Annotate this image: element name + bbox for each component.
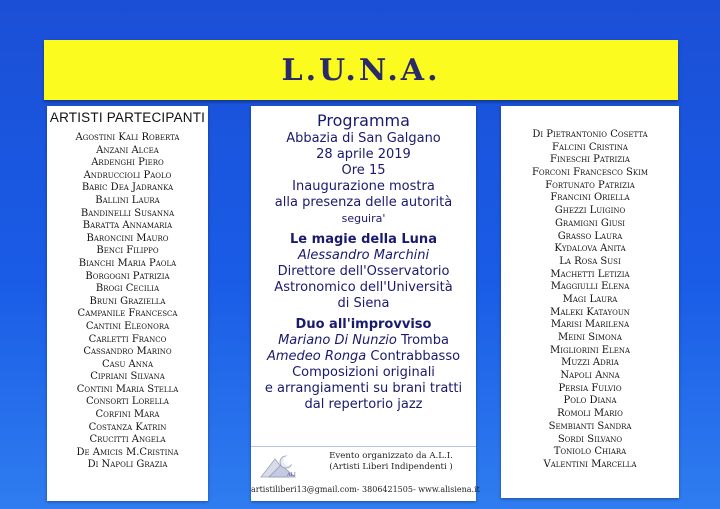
artist-name: Ballini Laura bbox=[95, 194, 160, 206]
program-inauguration-2: alla presenza delle autorità bbox=[274, 195, 453, 210]
artist-name: Muzzi Adria bbox=[561, 357, 619, 369]
artist-name: Migliorini Elena bbox=[549, 344, 631, 356]
artist-name: Corfini Mara bbox=[95, 409, 160, 421]
artist-name: Fortunato Patrizia bbox=[545, 179, 635, 191]
organizer-text bbox=[311, 451, 471, 473]
artist-name: Casu Anna bbox=[101, 358, 154, 370]
banner-title: L.U.N.A. bbox=[281, 52, 441, 88]
program-panel bbox=[251, 106, 480, 501]
description-2: e arrangiamenti su brani tratti bbox=[264, 381, 463, 396]
artist-name: Meini Simona bbox=[558, 332, 622, 343]
organizer-line-2: (Artisti Liberi Indipendenti ) bbox=[329, 462, 453, 472]
program-seguira: seguira' bbox=[341, 212, 386, 225]
artist-name: Maleki Katayoun bbox=[550, 306, 630, 318]
program-venue: Abbazia di San Galgano bbox=[286, 131, 441, 146]
title-banner bbox=[44, 40, 678, 100]
artist-name: Crucitti Angela bbox=[89, 434, 166, 446]
duo-title: Duo all'improvviso bbox=[295, 317, 432, 332]
artist-name: Sembianti Sandra bbox=[548, 420, 632, 432]
svg-text:ALI: ALI bbox=[287, 472, 296, 478]
artist-name: Anzani Alcea bbox=[96, 144, 159, 156]
organizer-contact: artistiliberi13@gmail.com- 3806421505- www.alisiena.it bbox=[251, 485, 480, 494]
artist-name: Baratta Annamaria bbox=[82, 220, 173, 232]
right-artists-panel bbox=[501, 106, 679, 498]
artist-name: Machetti Letizia bbox=[550, 268, 630, 280]
artist-name: Cassandro Marino bbox=[83, 346, 172, 358]
speaker-name: Alessandro Marchini bbox=[297, 248, 430, 263]
artist-name: Falcini Cristina bbox=[552, 141, 628, 153]
artist-name: Brogi Cecilia bbox=[95, 283, 160, 295]
artist-name: Bandinelli Susanna bbox=[80, 207, 175, 219]
musician-1 bbox=[251, 333, 476, 349]
musician-1-instrument: Tromba bbox=[396, 333, 449, 348]
speaker-role-2: Astronomico dell'Università bbox=[274, 280, 453, 295]
artist-name: Forconi Francesco Skim bbox=[531, 167, 649, 179]
program-title: Programma bbox=[317, 111, 410, 130]
artist-name: Costanza Katrin bbox=[88, 421, 167, 433]
speaker-role-3: di Siena bbox=[337, 296, 390, 311]
artist-name: Borgogni Patrizia bbox=[85, 270, 170, 282]
artist-name: Sordi Silvano bbox=[557, 433, 623, 445]
organizer-footer bbox=[251, 446, 480, 502]
musician-2-instrument: Contrabbasso bbox=[366, 349, 461, 364]
artist-name: Cipriani Silvana bbox=[90, 371, 165, 383]
talk-title: Le magie della Luna bbox=[290, 232, 437, 247]
artists-heading: ARTISTI PARTECIPANTI bbox=[49, 110, 206, 125]
artist-name: Romoli Mario bbox=[557, 408, 623, 420]
artist-name: Magi Laura bbox=[562, 293, 618, 305]
artist-name: Toniolo Chiara bbox=[553, 446, 627, 458]
artist-name: Campanile Francesca bbox=[77, 308, 178, 320]
artist-name: Marisi Marilena bbox=[550, 319, 630, 331]
artist-name: Agostini Kali Roberta bbox=[75, 132, 180, 143]
program-time: Ore 15 bbox=[341, 163, 386, 178]
artist-name: Contini Maria Stella bbox=[76, 383, 179, 395]
artist-name: Valentini Marcella bbox=[543, 458, 637, 470]
description-1: Composizioni originali bbox=[292, 365, 435, 380]
artist-name: Bianchi Maria Paola bbox=[78, 257, 177, 269]
artist-name: Napoli Anna bbox=[560, 370, 620, 382]
artist-name: Persia Fulvio bbox=[558, 382, 622, 394]
artist-name: Benci Filippo bbox=[96, 245, 159, 257]
artist-name: Consorti Lorella bbox=[86, 396, 169, 408]
organizer-line-1: Evento organizzato da A.L.I. bbox=[329, 451, 453, 461]
artist-name: De Amicis M.Cristina bbox=[76, 446, 179, 458]
artist-name: Fineschi Patrizia bbox=[550, 154, 630, 166]
artist-name: La Rosa Susi bbox=[559, 255, 621, 267]
artist-name: Andruccioli Paolo bbox=[83, 169, 172, 181]
musician-1-name: Mariano Di Nunzio bbox=[278, 333, 397, 348]
artist-name: Francini Oriella bbox=[550, 192, 630, 204]
artist-name: Cantini Eleonora bbox=[85, 320, 170, 332]
program-inauguration-1: Inaugurazione mostra bbox=[292, 179, 435, 194]
artist-name: Ardenghi Piero bbox=[91, 157, 164, 169]
artist-name: Di Napoli Grazia bbox=[87, 459, 168, 471]
artist-name: Gramigni Giusi bbox=[554, 217, 626, 229]
artist-name: Babic Dea Jadranka bbox=[81, 182, 174, 194]
musician-2-name: Amedeo Ronga bbox=[266, 349, 367, 364]
left-artists-panel bbox=[47, 106, 208, 501]
artist-name: Grasso Laura bbox=[557, 230, 623, 242]
moon-logo-icon bbox=[259, 453, 299, 481]
left-artist-list bbox=[47, 132, 208, 472]
right-artist-list bbox=[501, 129, 679, 472]
artist-name: Maggiulli Elena bbox=[550, 281, 630, 293]
artist-name: Kydalova Anita bbox=[554, 243, 626, 255]
artist-name: Baroncini Mauro bbox=[86, 232, 169, 244]
artist-name: Carletti Franco bbox=[88, 333, 167, 345]
artist-name: Ghezzi Luigino bbox=[554, 205, 626, 217]
artist-name: Di Pietrantonio Cosetta bbox=[532, 129, 648, 140]
speaker-role-1: Direttore dell'Osservatorio bbox=[277, 264, 450, 279]
program-date: 28 aprile 2019 bbox=[316, 147, 411, 162]
musician-2 bbox=[251, 349, 476, 365]
description-3: dal repertorio jazz bbox=[304, 397, 423, 412]
artist-name: Polo Diana bbox=[563, 395, 617, 407]
artist-name: Bruni Graziella bbox=[89, 295, 166, 307]
